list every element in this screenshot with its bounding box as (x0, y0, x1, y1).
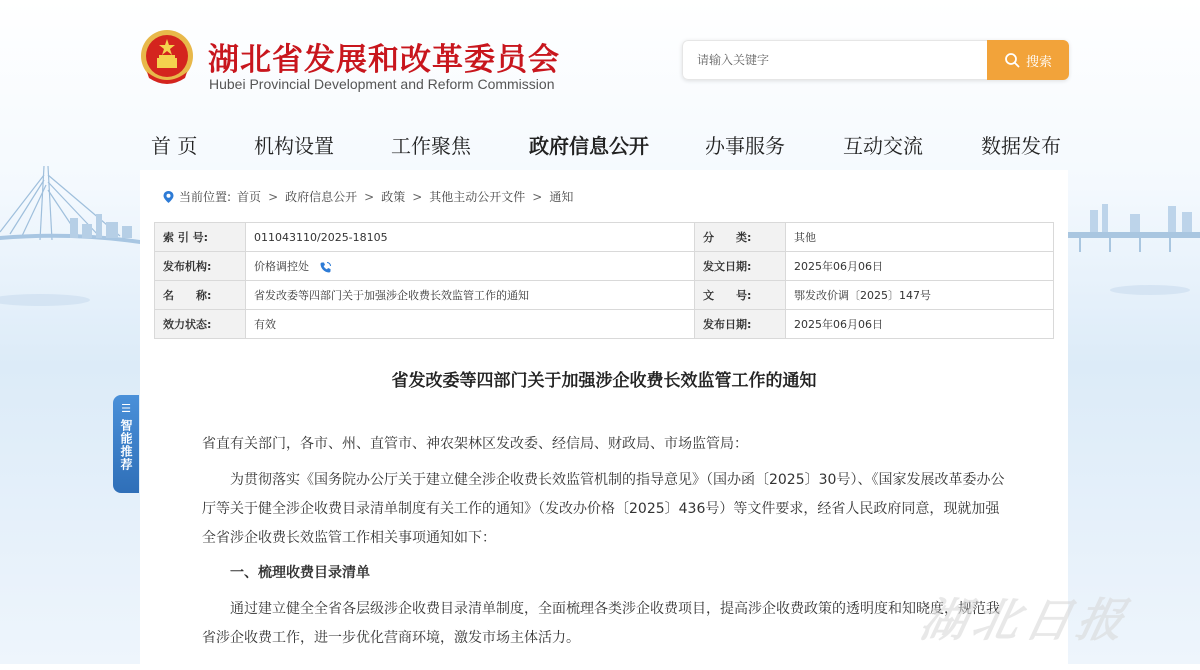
search-icon (1004, 52, 1020, 68)
breadcrumb-prefix: 当前位置: (179, 190, 232, 204)
breadcrumb-home[interactable]: 首页 (237, 190, 262, 204)
site-subtitle: Hubei Provincial Development and Reform Commission (209, 76, 555, 92)
validity-status-label: 效力状态: (155, 310, 246, 339)
validity-status-value: 有效 (246, 310, 695, 339)
table-row (155, 223, 1054, 252)
article-paragraph: 为贯彻落实《国务院办公厅关于建立健全涉企收费长效监管机制的指导意见》（国办函〔2025〕30号）、《国家发展改革委办公厅等关于健全涉企收费目录清单制度有关工作的通知》（发改办价格〔2025〕436号）等文件要求，经省人民政府同意，现就加强全省涉企收费长效监管工作相关事项通知如下： (202, 472, 1005, 546)
breadcrumb (162, 188, 573, 205)
article-section-heading: 一、梳理收费目录清单 (230, 565, 370, 581)
doc-number-value: 鄂发改价调〔2025〕147号 (786, 281, 1054, 310)
national-emblem-logo (137, 28, 197, 90)
article-body (202, 432, 1012, 653)
chevron-right-icon: > (532, 189, 543, 204)
doc-number-label: 文 号: (695, 281, 786, 310)
smart-recommend-tab[interactable] (113, 395, 139, 493)
category-label: 分 类: (695, 223, 786, 252)
location-pin-icon (162, 190, 175, 204)
issuer-label: 发布机构: (155, 252, 246, 281)
article-greeting: 省直有关部门，各市、州、直管市、神农架林区发改委、经信局、财政局、市场监管局： (202, 436, 748, 452)
nav-organization[interactable]: 机构设置 (254, 134, 334, 158)
breadcrumb-other-files[interactable]: 其他主动公开文件 (429, 190, 526, 204)
smart-recommend-label: 智能推荐 (119, 419, 133, 471)
chevron-right-icon: > (412, 189, 423, 204)
search-input[interactable] (682, 40, 987, 80)
doc-date-value: 2025年06月06日 (786, 252, 1054, 281)
site-title[interactable]: 湖北省发展和改革委员会 (208, 42, 560, 78)
nav-gov-info-disclosure[interactable]: 政府信息公开 (529, 134, 649, 158)
chevron-right-icon: > (268, 189, 279, 204)
search-button-label: 搜索 (1025, 54, 1052, 70)
doc-name-label: 名 称: (155, 281, 246, 310)
nav-services[interactable]: 办事服务 (705, 134, 785, 158)
index-no-value: 011043110/2025-18105 (246, 223, 695, 252)
nav-work-focus[interactable]: 工作聚焦 (391, 134, 471, 158)
issuer-value: 价格调控处 (254, 260, 309, 273)
nav-interaction[interactable]: 互动交流 (843, 134, 923, 158)
doc-name-value: 省发改委等四部门关于加强涉企收费长效监管工作的通知 (246, 281, 695, 310)
publish-date-label: 发布日期: (695, 310, 786, 339)
main-nav (0, 130, 1200, 162)
breadcrumb-gov-info[interactable]: 政府信息公开 (285, 190, 358, 204)
search-button[interactable] (987, 40, 1069, 80)
breadcrumb-notice[interactable]: 通知 (549, 190, 574, 204)
article-paragraph: 通过建立健全全省各层级涉企收费目录清单制度，全面梳理各类涉企收费项目，提高涉企收费政策的透明度和知晓度，规范我省涉企收费工作，进一步优化营商环境，激发市场主体活力。 (202, 601, 1000, 646)
document-metadata-table (154, 222, 1054, 339)
menu-lines-icon: ☰ (121, 402, 131, 415)
issuer-cell (246, 252, 695, 281)
search-bar (682, 40, 1069, 80)
chevron-right-icon: > (364, 189, 375, 204)
index-no-label: 索 引 号: (155, 223, 246, 252)
table-row (155, 310, 1054, 339)
phone-icon[interactable] (319, 261, 332, 274)
doc-date-label: 发文日期: (695, 252, 786, 281)
table-row (155, 252, 1054, 281)
nav-data-release[interactable]: 数据发布 (981, 134, 1061, 158)
table-row (155, 281, 1054, 310)
newspaper-watermark: 湖北日报 (915, 593, 1136, 647)
category-value: 其他 (786, 223, 1054, 252)
article-title: 省发改委等四部门关于加强涉企收费长效监管工作的通知 (391, 371, 817, 391)
nav-home[interactable]: 首 页 (151, 134, 198, 158)
publish-date-value: 2025年06月06日 (786, 310, 1054, 339)
breadcrumb-policy[interactable]: 政策 (381, 190, 406, 204)
